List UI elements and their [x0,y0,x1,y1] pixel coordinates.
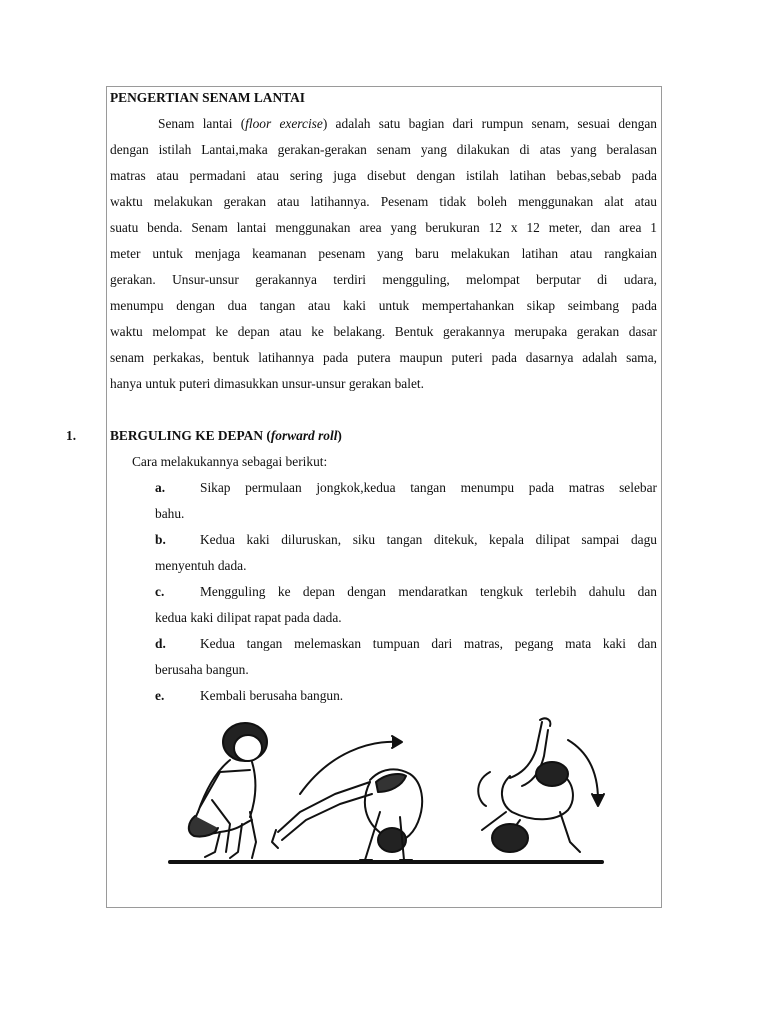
figure-rolling [478,718,580,852]
intro-line-2: dengan istilah Lantai,maka gerakan-gerakan senam yang dilakukan di atas yang beralasan [110,142,657,157]
item-e-line-1: Kembali berusaha bangun. [200,688,344,703]
figure-legs-extended [272,769,422,860]
item-b-line-2: menyentuh dada. [155,558,247,573]
section-number: 1. [66,428,77,443]
forward-roll-illustration [160,712,610,872]
intro-line-5: suatu benda. Senam lantai menggunakan area yang berukuran 12 x 12 meter, dan area 1 [110,220,657,235]
item-a-line-1: Sikap permulaan jongkok,kedua tangan menumpu pada matras selebar [200,480,657,495]
item-marker-c: c. [155,584,165,599]
item-marker-b: b. [155,532,166,547]
intro-line-11: hanya untuk puteri dimasukkan unsur-unsur gerakan balet. [110,376,424,391]
item-c-line-1: Mengguling ke depan dengan mendaratkan tengkuk terlebih dahulu dan [200,584,657,599]
figure-crouch [189,723,267,858]
intro-line-7: gerakan. Unsur-unsur gerakannya terdiri mengguling, melompat berputar di udara, [110,272,657,287]
item-d-line-2: berusaha bangun. [155,662,249,677]
section-lead: Cara melakukannya sebagai berikut: [132,454,328,469]
page-title: PENGERTIAN SENAM LANTAI [110,90,305,105]
item-b-line-1: Kedua kaki diluruskan, siku tangan ditekuk, kepala dilipat sampai dagu [200,532,657,547]
intro-line-8: menumpu dengan dua tangan atau kaki untuk mempertahankan sikap seimbang pada [110,298,657,313]
intro-line-3: matras atau permadani atau sering juga disebut dengan istilah latihan bebas,sebab pada [110,168,657,183]
intro-line-6: meter untuk menjaga keamanan pesenam yang baru melakukan latihan atau rangkaian [110,246,657,261]
intro-line-10: senam perkakas, bentuk latihannya pada putera maupun puteri pada dasarnya adalah sama, [110,350,657,365]
item-marker-d: d. [155,636,166,651]
item-marker-a: a. [155,480,166,495]
section-heading: BERGULING KE DEPAN (forward roll) [110,428,342,443]
item-a-line-2: bahu. [155,506,185,521]
item-c-line-2: kedua kaki dilipat rapat pada dada. [155,610,342,625]
intro-line-9: waktu melompat ke depan atau ke belakang. Bentuk gerakannya merupaka gerakan dasar [110,324,657,339]
intro-line-4: waktu melakukan gerakan atau latihannya. Pesenam tidak boleh menggunakan alat atau [110,194,657,209]
item-marker-e: e. [155,688,165,703]
item-d-line-1: Kedua tangan melemaskan tumpuan dari matras, pegang mata kaki dan [200,636,657,651]
intro-line-1: Senam lantai (floor exercise) adalah satu bagian dari rumpun senam, sesuai dengan [158,116,657,131]
